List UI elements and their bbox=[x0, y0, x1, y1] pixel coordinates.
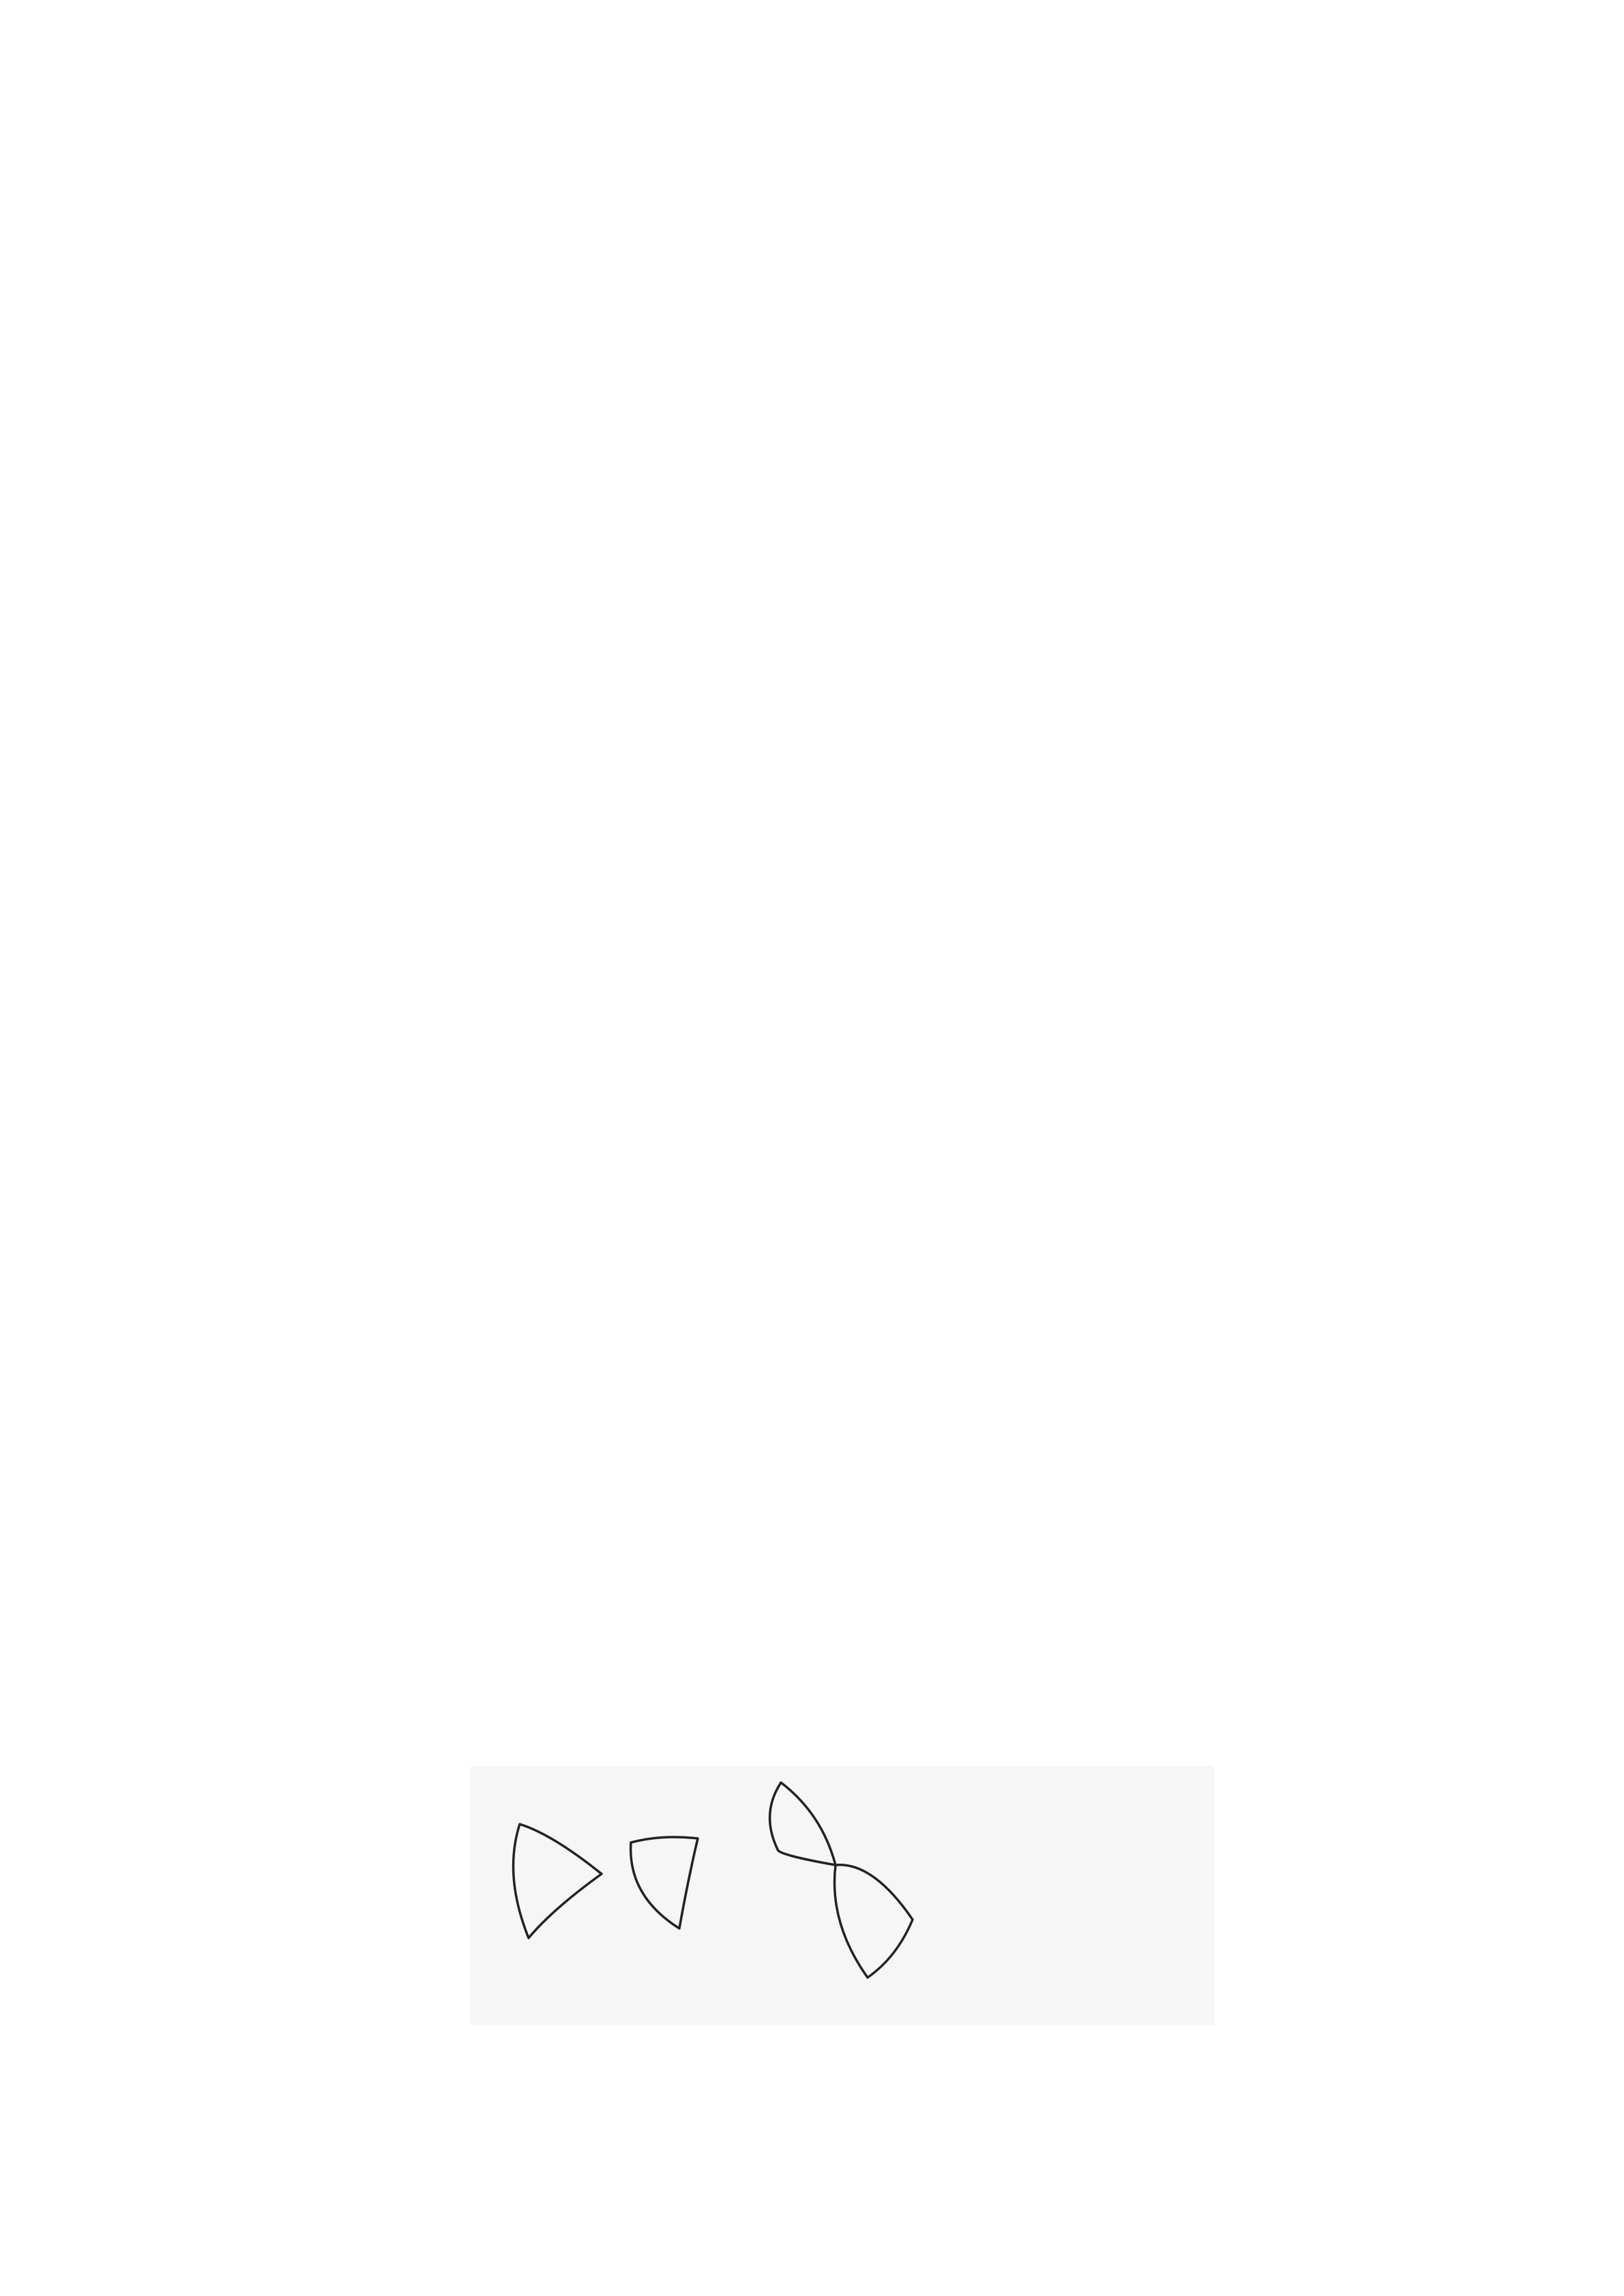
figure-spherical-triangles bbox=[471, 1766, 1214, 2025]
figure-a-triangle-left bbox=[514, 1824, 602, 1938]
figure-b-triangle-bottom bbox=[835, 1865, 913, 1978]
figure-drawing bbox=[471, 1766, 1214, 2025]
figure-b-triangle-top bbox=[770, 1783, 836, 1865]
figure-a-triangle-right bbox=[631, 1837, 698, 1928]
